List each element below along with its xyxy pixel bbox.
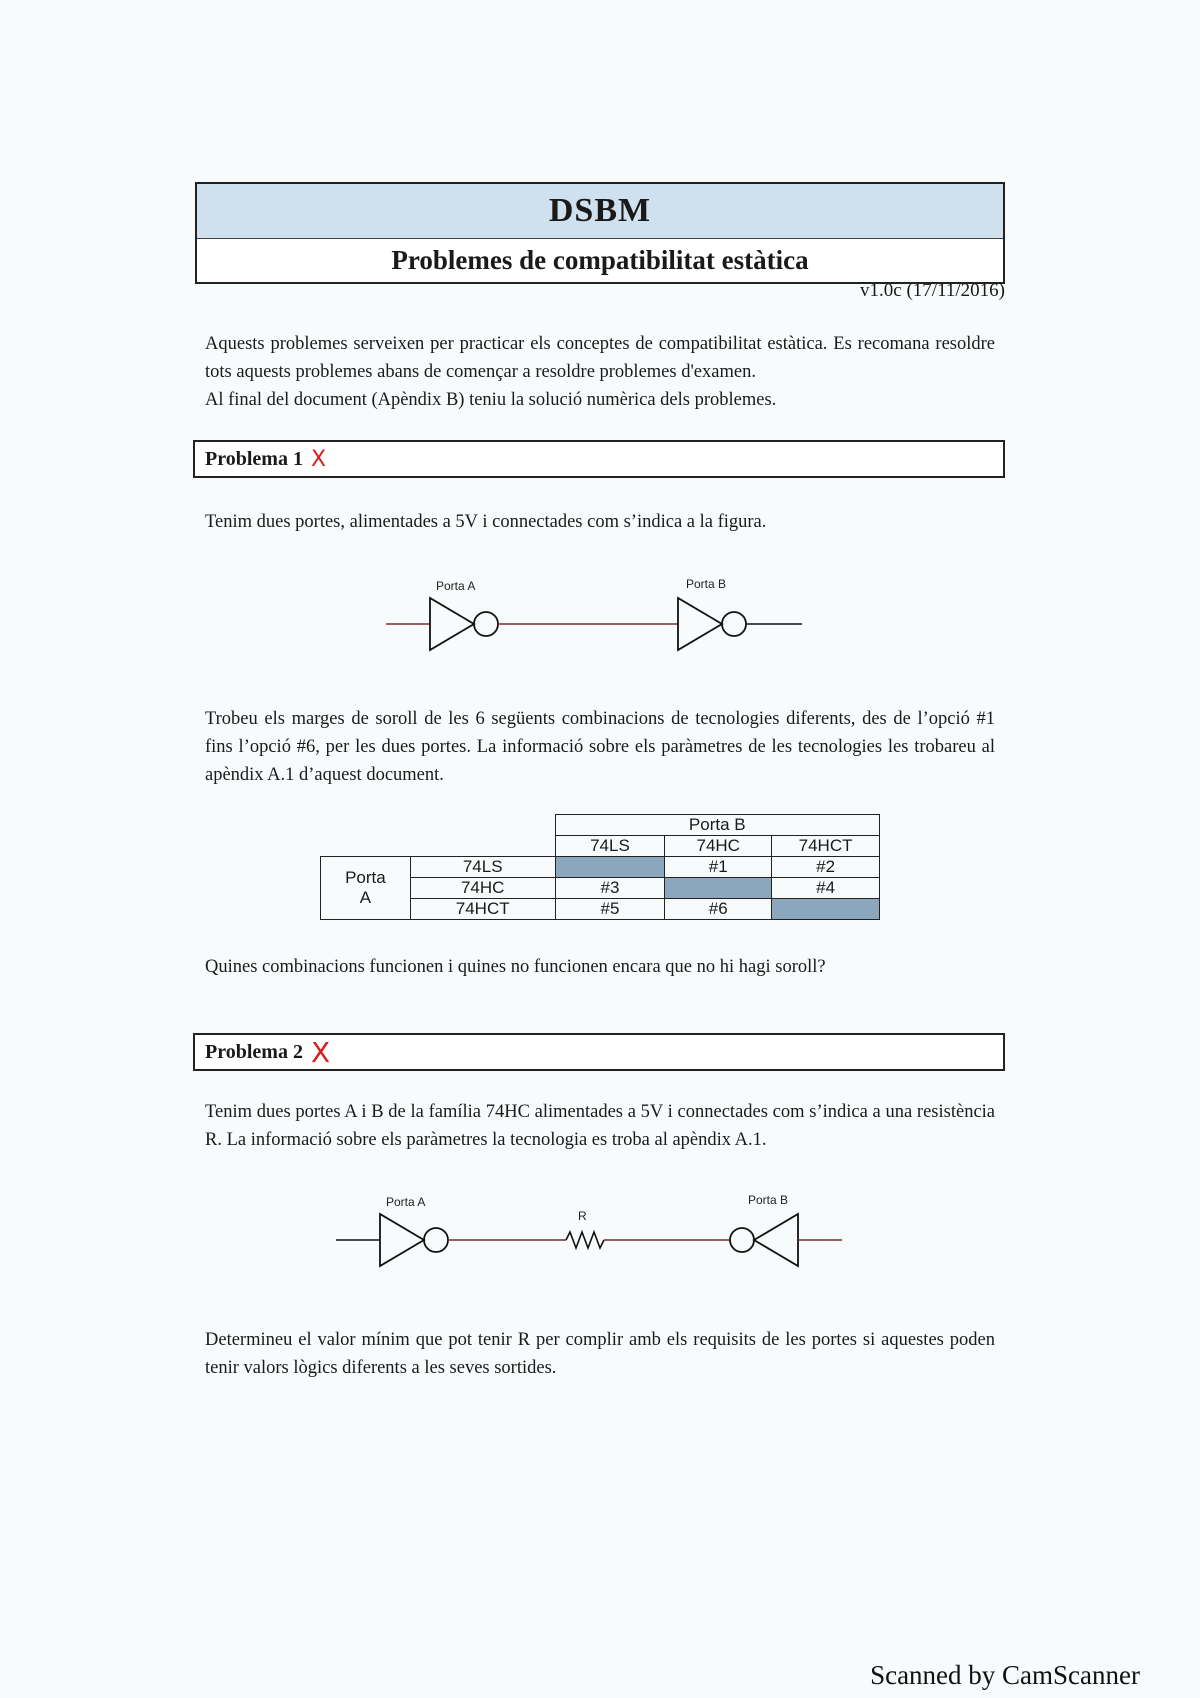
col-header: 74LS	[555, 836, 665, 857]
table-cell-shaded	[772, 899, 880, 920]
document-header	[195, 182, 1005, 284]
problem-1-mark: X	[310, 446, 327, 472]
document-title: DSBM	[548, 192, 652, 229]
row-group-header	[321, 857, 411, 920]
gate-a-triangle	[380, 1214, 424, 1266]
table-cell: #2	[772, 857, 880, 878]
gate-a-label: Porta A	[436, 579, 476, 593]
scanner-watermark: Scanned by CamScanner	[870, 1660, 1140, 1690]
row-header: 74LS	[410, 857, 555, 878]
row-group-label: A	[359, 888, 372, 907]
problem-1-task: Trobeu els marges de soroll de les 6 següents combinacions de tecnologies diferents, des de l’opció #1 fins l’opció #6, per les dues portes. La informació sobre els paràmetres de les tecnologies les trobareu al apèndix A.1 d’aquest document.	[205, 709, 995, 785]
problem-2-mark: X	[310, 1035, 331, 1069]
problem-1-title: Problema 1	[205, 447, 303, 470]
problem-1-statement: Tenim dues portes, alimentades a 5V i connectades com s’indica a la figura.	[205, 512, 767, 532]
table-cell: #5	[555, 899, 665, 920]
intro-text: Aquests problemes serveixen per practicar els conceptes de compatibilitat estàtica. Es recomana resoldre tots aquests problemes abans de començar a resoldre problemes d'examen.	[205, 334, 995, 382]
table-header-row-2	[321, 836, 880, 857]
problem-2-heading	[193, 1033, 1005, 1071]
table-cell: #6	[665, 899, 772, 920]
table-cell-shaded	[665, 878, 772, 899]
problem-2-title: Problema 2	[205, 1040, 303, 1063]
gate-b-triangle	[754, 1214, 798, 1266]
gate-a-triangle	[430, 598, 474, 650]
problem-1-circuit-figure	[380, 572, 820, 662]
table-cell: #3	[555, 878, 665, 899]
row-group-label: Porta	[345, 868, 386, 887]
gate-a-bubble	[424, 1228, 448, 1252]
problem-1-heading	[193, 440, 1005, 478]
table-row	[321, 857, 880, 878]
intro-text-2: Al final del document (Apèndix B) teniu la solució numèrica dels problemes.	[205, 390, 777, 410]
gate-b-label: Porta B	[686, 577, 727, 591]
header-band	[197, 184, 1003, 239]
problem-2-statement: Tenim dues portes A i B de la família 74HC alimentades a 5V i connectades com s’indica a una resistència R. La informació sobre els paràmetres la tecnologia es troba al apèndix A.1.	[205, 1102, 995, 1150]
col-group-header: Porta B	[555, 815, 879, 836]
problem-1-question: Quines combinacions funcionen i quines no funcionen encara que no hi hagi soroll?	[205, 957, 826, 977]
technology-table	[320, 814, 880, 920]
col-header: 74HC	[665, 836, 772, 857]
intro-paragraph	[205, 330, 995, 414]
row-header: 74HCT	[410, 899, 555, 920]
row-header: 74HC	[410, 878, 555, 899]
version-label: v1.0c (17/11/2016)	[860, 280, 1005, 301]
gate-a-label: Porta A	[386, 1195, 426, 1209]
document-subtitle: Problemes de compatibilitat estàtica	[391, 244, 809, 275]
table-header-row-1	[321, 815, 880, 836]
resistor-label: R	[578, 1209, 587, 1223]
gate-b-bubble	[730, 1228, 754, 1252]
table-cell: #1	[665, 857, 772, 878]
resistor-symbol	[566, 1232, 604, 1248]
table-cell: #4	[772, 878, 880, 899]
gate-b-triangle	[678, 598, 722, 650]
gate-a-bubble	[474, 612, 498, 636]
gate-b-bubble	[722, 612, 746, 636]
table-cell-shaded	[555, 857, 665, 878]
col-header: 74HCT	[772, 836, 880, 857]
problem-2-task: Determineu el valor mínim que pot tenir R per complir amb els requisits de les portes si aquestes poden tenir valors lògics diferents a les seves sortides.	[205, 1330, 995, 1378]
problem-2-circuit-figure	[330, 1190, 860, 1280]
gate-b-label: Porta B	[748, 1193, 789, 1207]
